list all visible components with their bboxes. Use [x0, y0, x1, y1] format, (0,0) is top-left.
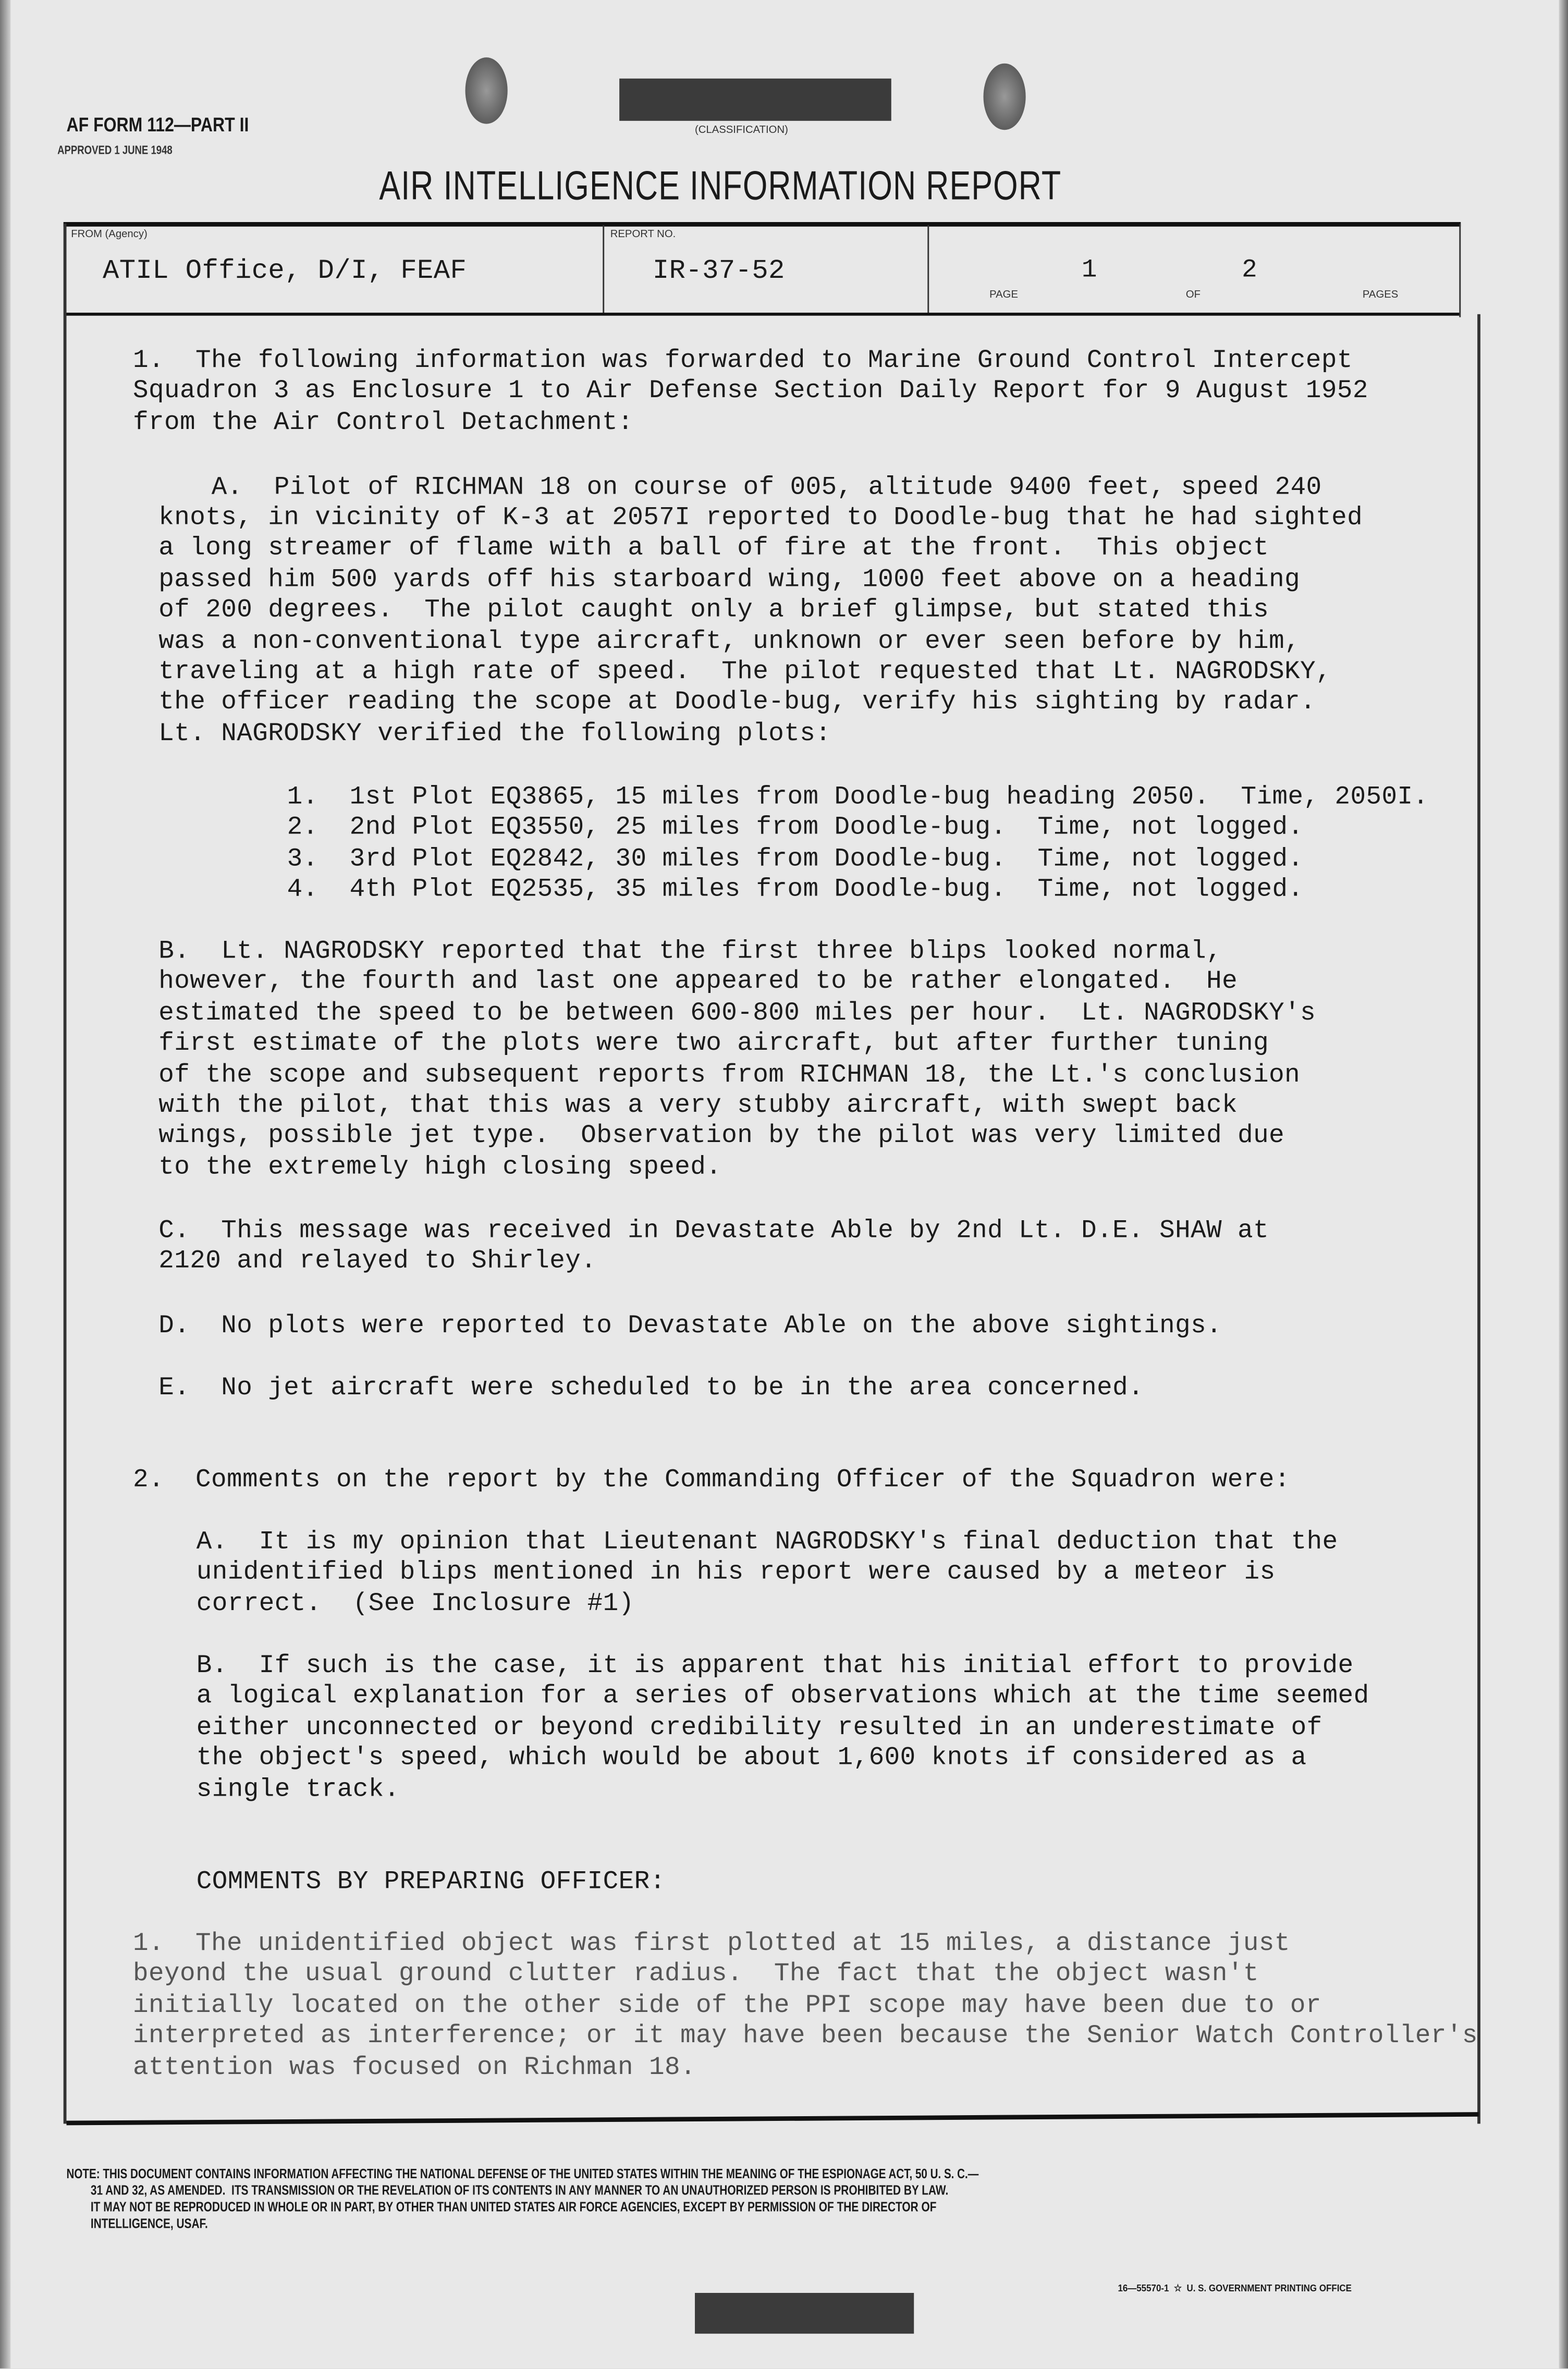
paragraph-line: a logical explanation for a series of observations which at the time seemed: [196, 1683, 1369, 1712]
paragraph-line: the officer reading the scope at Doodle-bug, verify his sighting by radar.: [158, 689, 1316, 718]
paragraph-line: knots, in vicinity of K-3 at 2057I reported to Doodle-bug that he had sighted: [158, 504, 1363, 533]
paragraph-line: wings, possible jet type. Observation by the pilot was very limited due: [158, 1123, 1285, 1152]
punch-hole: [984, 64, 1026, 130]
paragraph-line: 3. 3rd Plot EQ2842, 30 miles from Doodle-bug. Time, not logged.: [287, 845, 1304, 875]
report-no-value: IR-37-52: [652, 256, 785, 287]
form-id: AF FORM 112—PART II: [66, 113, 249, 136]
notice-line: NOTE: THIS DOCUMENT CONTAINS INFORMATION AFFECTING THE NATIONAL DEFENSE OF THE UNITED STATES WITHIN THE MEANING OF THE ESPIONAGE ACT, 50 U. S. C.—: [66, 2166, 979, 2181]
paragraph-line: of the scope and subsequent reports from RICHMAN 18, the Lt.'s conclusion: [158, 1061, 1301, 1090]
report-no-label: REPORT NO.: [610, 229, 676, 240]
paragraph-line: beyond the usual ground clutter radius. The fact that the object wasn't: [133, 1961, 1259, 1990]
paragraph-line: 1. The unidentified object was first plotted at 15 miles, a distance just: [133, 1930, 1290, 1959]
paragraph-line: initially located on the other side of the PPI scope may have been due to or: [133, 1992, 1321, 2021]
column-divider: [927, 225, 929, 314]
paragraph-line: traveling at a high rate of speed. The pilot requested that Lt. NAGRODSKY,: [158, 658, 1332, 688]
box-border-right: [1477, 314, 1479, 2124]
paragraph-line: 2. 2nd Plot EQ3550, 25 miles from Doodle-bug. Time, not logged.: [287, 815, 1304, 844]
paragraph-line: correct. (See Inclosure #1): [196, 1590, 634, 1619]
paragraph-line: passed him 500 yards off his starboard wing, 1000 feet above on a heading: [158, 566, 1301, 595]
box-border: [1459, 224, 1461, 317]
paragraph-line: the object's speed, which would be about 1,600 knots if considered as a: [196, 1745, 1307, 1774]
page-edge-left: [0, 0, 10, 2368]
paragraph-line: B. Lt. NAGRODSKY reported that the first three blips looked normal,: [158, 938, 1222, 967]
from-label: FROM (Agency): [71, 229, 148, 240]
paragraph-line: 4. 4th Plot EQ2535, 35 miles from Doodle-bug. Time, not logged.: [287, 876, 1304, 905]
from-value: ATIL Office, D/I, FEAF: [103, 256, 467, 287]
paragraph-line: Lt. NAGRODSKY verified the following plots:: [158, 720, 831, 749]
paragraph-line: single track.: [196, 1775, 400, 1805]
page-number: 1: [1081, 256, 1097, 286]
paragraph-line: Squadron 3 as Enclosure 1 to Air Defense Section Daily Report for 9 August 1952: [133, 378, 1368, 407]
paragraph-line: C. This message was received in Devastate Able by 2nd Lt. D.E. SHAW at: [158, 1217, 1269, 1246]
page-edge-right: [1559, 0, 1568, 2368]
paragraph-line: of 200 degrees. The pilot caught only a brief glimpse, but stated this: [158, 597, 1269, 626]
paragraph-line: COMMENTS BY PREPARING OFFICER:: [196, 1868, 666, 1897]
box-border-left: [64, 224, 66, 2124]
paragraph-line: 2120 and relayed to Shirley.: [158, 1248, 597, 1277]
paragraph-line: A. It is my opinion that Lieutenant NAGRODSKY's final deduction that the: [196, 1528, 1338, 1557]
paragraph-line: B. If such is the case, it is apparent that his initial effort to provide: [196, 1652, 1354, 1681]
paragraph-line: 1. 1st Plot EQ3865, 15 miles from Doodle-bug heading 2050. Time, 2050I.: [287, 784, 1429, 813]
paragraph-line: however, the fourth and last one appeared to be rather elongated. He: [158, 968, 1238, 998]
paragraph-line: 1. The following information was forwarded to Marine Ground Control Intercept: [133, 347, 1353, 376]
page-label: PAGE: [989, 290, 1019, 301]
redacted-classification-footer: [695, 2293, 914, 2334]
paragraph-line: was a non-conventional type aircraft, unknown or ever seen before by him,: [158, 628, 1301, 657]
punch-hole: [466, 57, 508, 124]
paragraph-line: E. No jet aircraft were scheduled to be in the area concerned.: [158, 1374, 1144, 1404]
paragraph-line: from the Air Control Detachment:: [133, 409, 633, 438]
form-approved-date: APPROVED 1 JUNE 1948: [57, 143, 173, 157]
paragraph-line: to the extremely high closing speed.: [158, 1153, 722, 1183]
notice-line: 31 AND 32, AS AMENDED. ITS TRANSMISSION OR THE REVELATION OF ITS CONTENTS IN ANY MANNER TO AN UNAUTHORIZED PERSON IS PROHIBITED BY LAW.: [90, 2182, 949, 2198]
paragraph-line: interpreted as interference; or it may have been because the Senior Watch Controller's: [133, 2022, 1478, 2052]
paragraph-line: D. No plots were reported to Devastate Able on the above sightings.: [158, 1312, 1222, 1342]
pages-label: PAGES: [1362, 290, 1399, 301]
paragraph-line: first estimate of the plots were two aircraft, but after further tuning: [158, 1030, 1269, 1059]
page-title: AIR INTELLIGENCE INFORMATION REPORT: [379, 163, 1062, 208]
divider: [64, 222, 1461, 227]
classification-label: (CLASSIFICATION): [695, 125, 788, 136]
paragraph-line: A. Pilot of RICHMAN 18 on course of 005, altitude 9400 feet, speed 240: [211, 474, 1322, 504]
paragraph-line: with the pilot, that this was a very stubby aircraft, with swept back: [158, 1092, 1238, 1121]
column-divider: [603, 225, 604, 314]
paragraph-line: a long streamer of flame with a ball of fire at the front. This object: [158, 535, 1269, 564]
divider: [67, 313, 1460, 316]
notice-line: INTELLIGENCE, USAF.: [90, 2215, 208, 2231]
divider: [67, 2112, 1479, 2125]
paragraph-line: estimated the speed to be between 600-800 miles per hour. Lt. NAGRODSKY's: [158, 999, 1316, 1028]
of-label: OF: [1185, 290, 1201, 301]
paragraph-line: attention was focused on Richman 18.: [133, 2053, 696, 2083]
paragraph-line: 2. Comments on the report by the Commanding Officer of the Squadron were:: [133, 1466, 1290, 1495]
page-total: 2: [1242, 256, 1258, 286]
redacted-classification: [619, 79, 891, 121]
printer-imprint: 16—55570-1 ☆ U. S. GOVERNMENT PRINTING OFFICE: [1118, 2284, 1352, 2294]
notice-line: IT MAY NOT BE REPRODUCED IN WHOLE OR IN PART, BY OTHER THAN UNITED STATES AIR FORCE AGENCIES, EXCEPT BY PERMISSION OF THE DIRECTOR OF: [90, 2199, 937, 2214]
paragraph-line: either unconnected or beyond credibility resulted in an underestimate of: [196, 1714, 1322, 1743]
paragraph-line: unidentified blips mentioned in his report were caused by a meteor is: [196, 1559, 1276, 1588]
